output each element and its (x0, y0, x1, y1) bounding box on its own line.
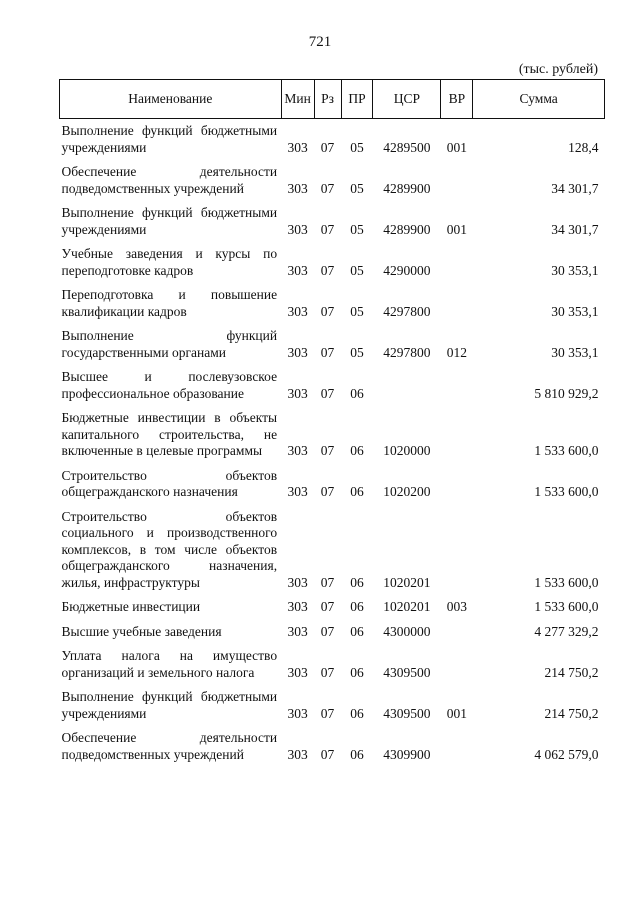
row-vr: 012 (446, 344, 467, 360)
row-min: 303 (287, 221, 308, 237)
row-vr (441, 239, 473, 280)
row-sum: 5 810 929,2 (534, 385, 599, 401)
row-csr: 4289900 (383, 180, 431, 196)
row-sum: 1 533 600,0 (534, 574, 599, 590)
row-min: 303 (287, 746, 308, 762)
row-vr (441, 641, 473, 682)
row-min: 303 (287, 180, 308, 196)
row-csr: 4300000 (383, 623, 431, 639)
table-row (60, 682, 605, 723)
row-name: Выполнение функций бюджетными учреждениями (61, 123, 278, 155)
table-row (60, 502, 605, 593)
row-name: Строительство объектов общегражданского назначения (61, 467, 278, 499)
header-rz: Рз (314, 80, 341, 119)
row-rz: 07 (320, 180, 335, 196)
row-name: Высшее и послевузовское профессиональное образование (61, 369, 278, 401)
row-pr: 06 (350, 623, 364, 639)
table-row (60, 280, 605, 321)
row-pr: 06 (350, 746, 364, 762)
row-pr: 05 (350, 262, 364, 278)
row-csr: 4289500 (383, 139, 431, 155)
row-pr: 06 (350, 574, 364, 590)
row-pr: 05 (350, 221, 364, 237)
table-row (60, 157, 605, 198)
row-sum: 214 750,2 (544, 705, 599, 721)
row-rz: 07 (320, 484, 335, 499)
row-csr: 1020201 (383, 574, 431, 590)
table-row (60, 403, 605, 461)
row-name: Выполнение функций бюджетными учреждениями (61, 205, 278, 237)
row-min: 303 (287, 484, 308, 499)
row-vr: 001 (446, 221, 467, 237)
row-pr: 06 (350, 599, 364, 614)
row-csr: 4297800 (383, 344, 431, 360)
row-rz: 07 (320, 303, 335, 319)
row-pr: 06 (350, 664, 364, 680)
row-name: Переподготовка и повышение квалификации кадров (61, 287, 278, 319)
row-vr (441, 723, 473, 764)
row-sum: 1 533 600,0 (534, 599, 599, 614)
table-row (60, 617, 605, 642)
row-min: 303 (287, 443, 308, 458)
row-name: Выполнение функций государственными органами (61, 328, 278, 360)
table-row (60, 723, 605, 764)
row-csr (373, 362, 441, 403)
row-sum: 30 353,1 (551, 303, 599, 319)
header-vr: ВР (441, 80, 473, 119)
row-vr (441, 502, 473, 593)
row-pr: 05 (350, 180, 364, 196)
row-min: 303 (287, 623, 308, 639)
table-row (60, 362, 605, 403)
row-name: Обеспечение деятельности подведомственных учреждений (61, 730, 278, 762)
row-vr (441, 157, 473, 198)
table-row (60, 641, 605, 682)
row-rz: 07 (320, 623, 335, 639)
row-pr: 05 (350, 303, 364, 319)
row-sum: 34 301,7 (551, 180, 599, 196)
table-row (60, 321, 605, 362)
row-pr: 05 (350, 139, 364, 155)
row-rz: 07 (320, 599, 335, 614)
row-pr: 06 (350, 443, 364, 458)
table-row (60, 592, 605, 617)
header-min: Мин (281, 80, 314, 119)
row-rz: 07 (320, 262, 335, 278)
row-rz: 07 (320, 443, 335, 458)
table-row (60, 461, 605, 502)
row-rz: 07 (320, 664, 335, 680)
row-rz: 07 (320, 385, 335, 401)
row-name: Бюджетные инвестиции в объекты капитального строительства, не включенные в целевые программы (61, 410, 278, 458)
row-min: 303 (287, 303, 308, 319)
row-sum: 1 533 600,0 (534, 443, 599, 458)
row-min: 303 (287, 705, 308, 721)
header-sum: Сумма (473, 80, 605, 119)
row-vr: 001 (446, 705, 467, 721)
header-name: Наименование (60, 80, 282, 119)
row-sum: 128,4 (568, 139, 599, 155)
row-vr (441, 280, 473, 321)
row-name: Выполнение функций бюджетными учреждениями (61, 689, 278, 721)
row-name: Учебные заведения и курсы по переподготовке кадров (61, 246, 278, 278)
row-min: 303 (287, 385, 308, 401)
row-csr: 4309900 (383, 746, 431, 762)
row-sum: 30 353,1 (551, 344, 599, 360)
row-min: 303 (287, 599, 308, 614)
row-vr (441, 403, 473, 461)
row-min: 303 (287, 262, 308, 278)
table-row (60, 198, 605, 239)
row-pr: 06 (350, 385, 364, 401)
page-number: 721 (308, 34, 332, 50)
row-sum: 4 277 329,2 (534, 623, 599, 639)
table-row (60, 119, 605, 158)
header-pr: ПР (341, 80, 373, 119)
row-rz: 07 (320, 344, 335, 360)
row-pr: 05 (350, 344, 364, 360)
row-min: 303 (287, 344, 308, 360)
row-vr: 003 (446, 599, 467, 614)
row-name: Строительство объектов социального и производственного комплексов, в том числе объектов общегражданского назначения, жилья, инфраструктуры (61, 508, 278, 590)
header-csr: ЦСР (373, 80, 441, 119)
row-name: Бюджетные инвестиции (61, 599, 201, 614)
row-csr: 1020200 (383, 484, 431, 499)
row-csr: 4309500 (383, 664, 431, 680)
row-csr: 4309500 (383, 705, 431, 721)
table-row (60, 239, 605, 280)
row-min: 303 (287, 574, 308, 590)
row-vr (441, 461, 473, 502)
row-sum: 34 301,7 (551, 221, 599, 237)
row-sum: 214 750,2 (544, 664, 599, 680)
row-vr (441, 617, 473, 642)
row-csr: 1020000 (383, 443, 431, 458)
row-sum: 1 533 600,0 (534, 484, 599, 499)
row-sum: 30 353,1 (551, 262, 599, 278)
row-rz: 07 (320, 221, 335, 237)
row-min: 303 (287, 664, 308, 680)
budget-table (59, 79, 605, 764)
row-pr: 06 (350, 484, 364, 499)
row-csr: 1020201 (383, 599, 431, 614)
row-csr: 4289900 (383, 221, 431, 237)
row-rz: 07 (320, 139, 335, 155)
row-rz: 07 (320, 746, 335, 762)
row-name: Уплата налога на имущество организаций и земельного налога (61, 648, 278, 680)
row-vr (441, 362, 473, 403)
row-name: Высшие учебные заведения (61, 623, 222, 639)
row-sum: 4 062 579,0 (534, 746, 599, 762)
row-rz: 07 (320, 705, 335, 721)
row-csr: 4290000 (383, 262, 431, 278)
row-rz: 07 (320, 574, 335, 590)
row-pr: 06 (350, 705, 364, 721)
row-name: Обеспечение деятельности подведомственных учреждений (61, 164, 278, 196)
row-csr: 4297800 (383, 303, 431, 319)
row-vr: 001 (446, 139, 467, 155)
table-header (60, 80, 605, 119)
row-min: 303 (287, 139, 308, 155)
units-label: (тыс. рублей) (518, 62, 598, 77)
